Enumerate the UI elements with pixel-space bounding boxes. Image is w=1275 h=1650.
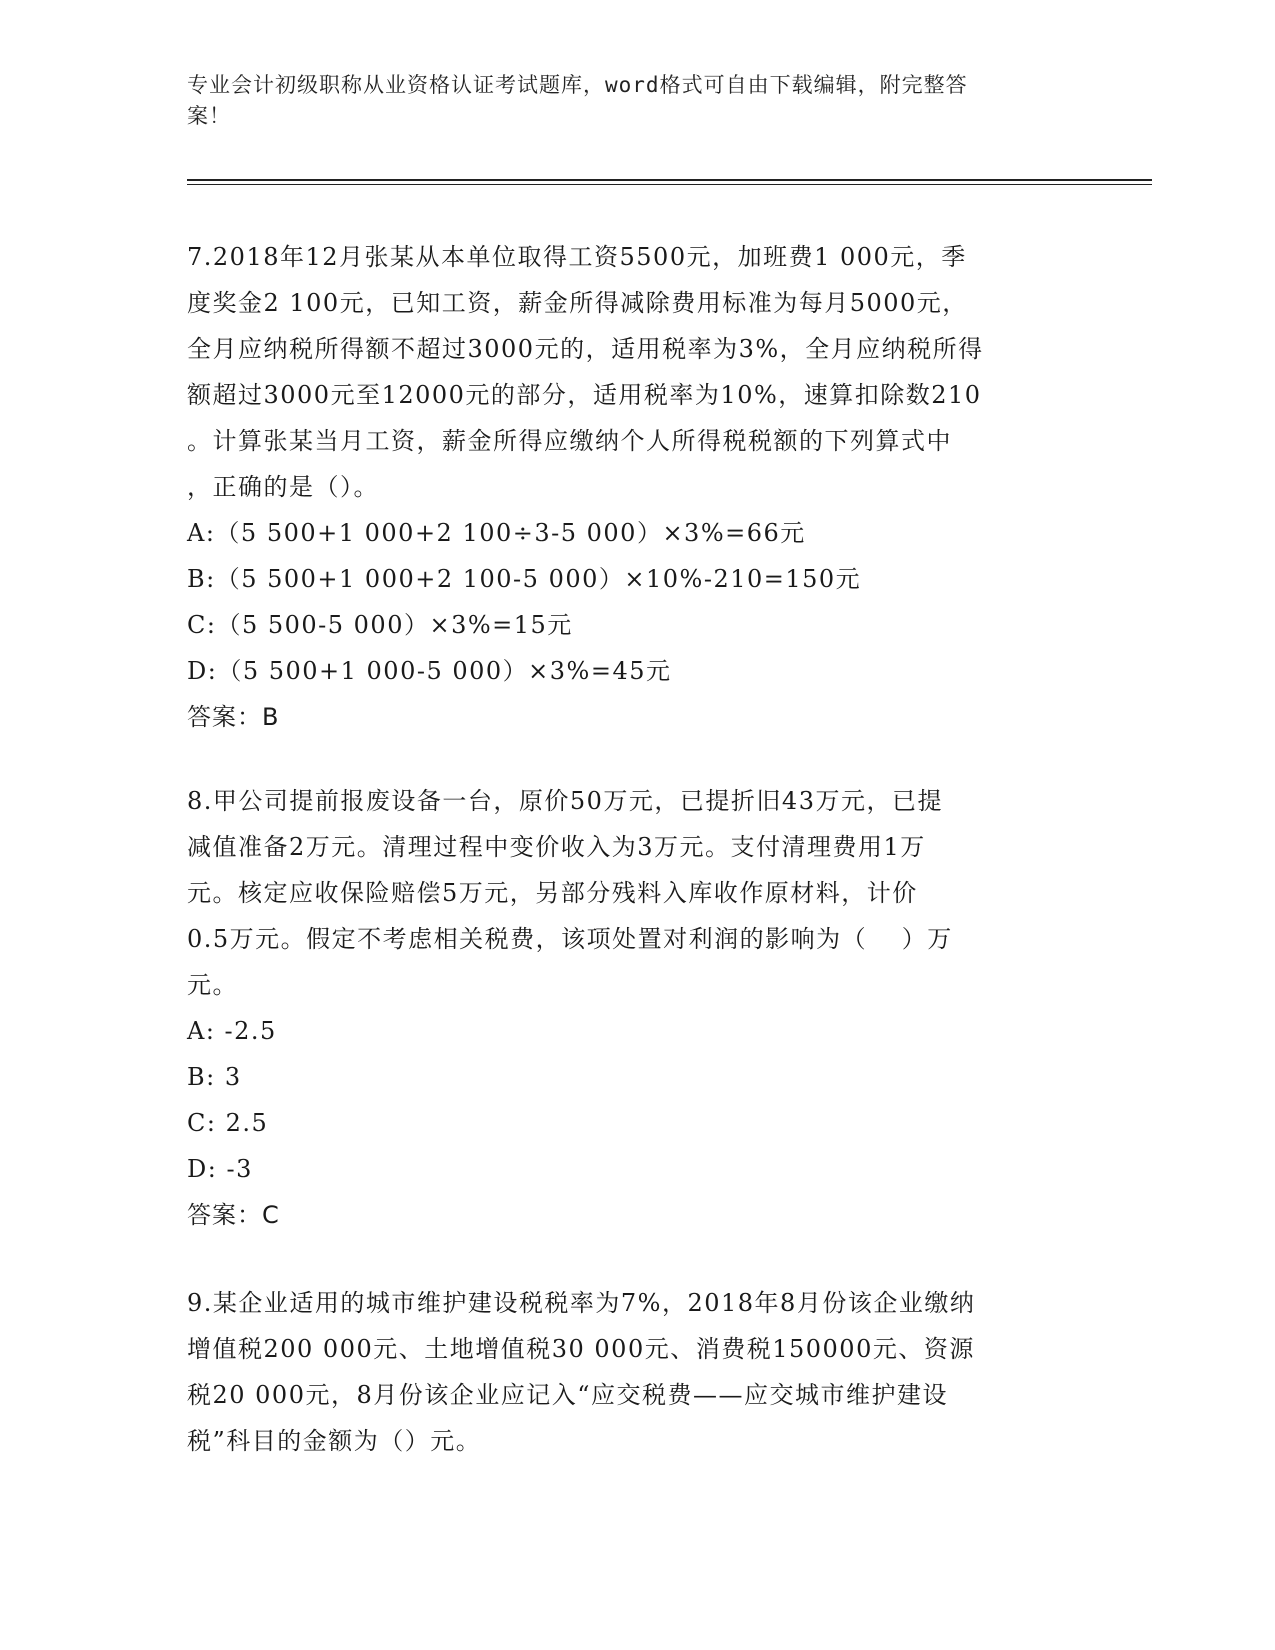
question-stem-line: 0.5万元。假定不考虑相关税费，该项处置对利润的影响为（ ）万: [187, 925, 953, 953]
question-stem-line: 度奖金2 100元，已知工资，薪金所得减除费用标准为每月5000元，: [187, 289, 968, 317]
question-stem-line: 税”科目的金额为（）元。: [187, 1427, 482, 1455]
question-stem-line: 。计算张某当月工资，薪金所得应缴纳个人所得税税额的下列算式中: [187, 427, 952, 455]
option-c: C:（5 500-5 000）×3%=15元: [187, 611, 573, 639]
option-b: B:（5 500+1 000+2 100-5 000）×10%-210=150元: [187, 565, 862, 593]
document-header: [187, 70, 1067, 132]
option-a: A: -2.5: [187, 1017, 277, 1045]
question-9: [187, 1280, 1087, 1464]
option-b: B: 3: [187, 1063, 242, 1091]
question-7: [187, 234, 1087, 740]
header-line-2: 案！: [187, 104, 231, 128]
option-c: C: 2.5: [187, 1109, 269, 1137]
header-divider-thick: [187, 179, 1152, 181]
question-stem-line: ，正确的是（）。: [187, 473, 379, 501]
question-stem-line: 增值税200 000元、土地增值税30 000元、消费税150000元、资源: [187, 1335, 975, 1363]
question-stem-line: 元。: [187, 971, 238, 999]
option-a: A:（5 500+1 000+2 100÷3-5 000）×3%=66元: [187, 519, 806, 547]
header-divider-thin: [187, 184, 1152, 185]
question-stem-line: 额超过3000元至12000元的部分，适用税率为10%，速算扣除数210: [187, 381, 982, 409]
option-d: D:（5 500+1 000-5 000）×3%=45元: [187, 657, 672, 685]
question-stem-line: 7.2018年12月张某从本单位取得工资5500元，加班费1 000元，季: [187, 243, 967, 271]
header-line-1: 专业会计初级职称从业资格认证考试题库，word格式可自由下载编辑，附完整答: [187, 73, 968, 97]
question-stem-line: 8.甲公司提前报废设备一台，原价50万元，已提折旧43万元，已提: [187, 787, 943, 815]
question-stem-line: 全月应纳税所得额不超过3000元的，适用税率为3%，全月应纳税所得: [187, 335, 984, 363]
answer: 答案：B: [187, 703, 280, 731]
question-stem-line: 元。核定应收保险赔偿5万元，另部分残料入库收作原材料，计价: [187, 879, 918, 907]
answer: 答案：C: [187, 1201, 280, 1229]
question-stem-line: 减值准备2万元。清理过程中变价收入为3万元。支付清理费用1万: [187, 833, 926, 861]
question-stem-line: 9.某企业适用的城市维护建设税税率为7%，2018年8月份该企业缴纳: [187, 1289, 976, 1317]
question-8: [187, 778, 1087, 1238]
option-d: D: -3: [187, 1155, 253, 1183]
question-stem-line: 税20 000元，8月份该企业应记入“应交税费——应交城市维护建设: [187, 1381, 949, 1409]
